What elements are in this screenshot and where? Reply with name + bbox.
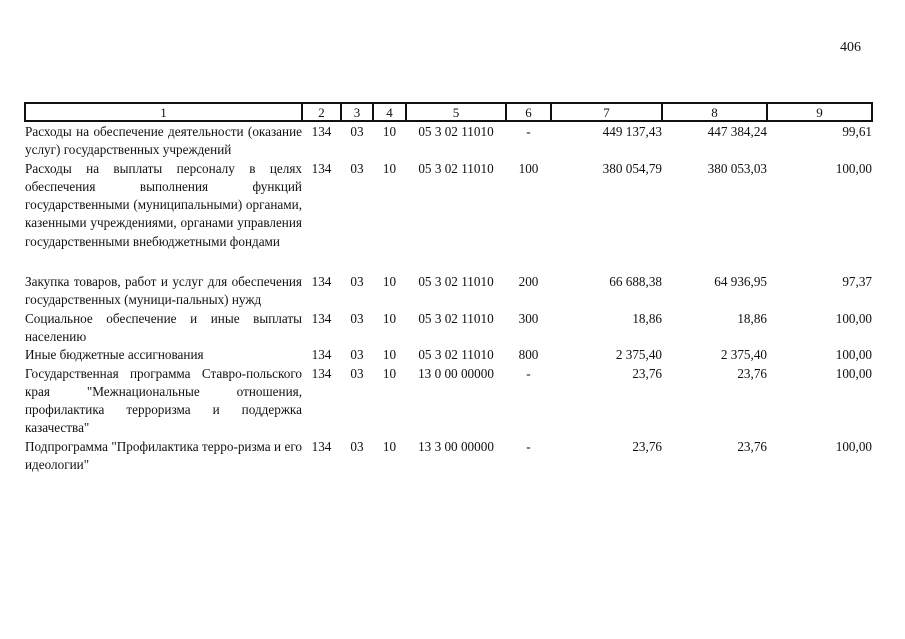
target-article-code: 05 3 02 11010 <box>418 347 494 363</box>
column-header: 9 <box>767 103 872 121</box>
column-header: 4 <box>373 103 406 121</box>
header-row <box>25 103 872 121</box>
execution-percent: 99,61 <box>842 124 872 139</box>
subsection-code: 10 <box>382 347 397 363</box>
planned-amount: 23,76 <box>632 438 662 454</box>
table-row <box>25 310 872 347</box>
planned-amount: 23,76 <box>632 365 662 381</box>
expense-type-code: - <box>526 124 531 139</box>
expense-description: Подпрограмма "Профилактика терро-ризма и его идеологии" <box>25 438 302 473</box>
planned-amount: 66 688,38 <box>609 274 662 290</box>
ministry-code: 134 <box>311 274 332 290</box>
target-article-code: 05 3 02 11010 <box>418 310 494 326</box>
column-header: 6 <box>506 103 551 121</box>
expense-type-code: 100 <box>518 160 539 176</box>
column-header: 3 <box>341 103 373 121</box>
subsection-code: 10 <box>382 365 397 381</box>
column-header: 7 <box>551 103 662 121</box>
section-code: 03 <box>350 365 364 381</box>
expense-description: Иные бюджетные ассигнования <box>25 347 204 363</box>
subsection-code: 10 <box>382 310 397 326</box>
subsection-code: 10 <box>382 160 397 176</box>
ministry-code: 134 <box>311 365 332 381</box>
ministry-code: 134 <box>311 347 332 363</box>
section-code: 03 <box>350 347 364 363</box>
expense-description: Государственная программа Ставро-польского края "Межнациональные отношения, профилактика терроризма и поддержка казачества" <box>25 365 302 436</box>
target-article-code: 05 3 02 11010 <box>418 124 494 139</box>
planned-amount: 380 054,79 <box>602 160 662 176</box>
ministry-code: 134 <box>311 310 332 326</box>
column-header: 1 <box>25 103 302 121</box>
planned-amount: 18,86 <box>632 310 662 326</box>
expense-type-code: 300 <box>518 310 539 326</box>
expense-description: Расходы на обеспечение деятельности (оказание услуг) государственных учреждений <box>25 124 302 158</box>
execution-percent: 100,00 <box>835 347 872 363</box>
actual-amount: 23,76 <box>737 365 767 381</box>
planned-amount: 2 375,40 <box>615 347 662 363</box>
column-header: 2 <box>302 103 341 121</box>
expense-description: Закупка товаров, работ и услуг для обеспечения государственных (муници-пальных) нужд <box>25 274 302 308</box>
target-article-code: 05 3 02 11010 <box>418 160 494 176</box>
section-code: 03 <box>350 160 364 176</box>
planned-amount: 449 137,43 <box>602 124 662 139</box>
section-code: 03 <box>350 438 364 454</box>
budget-table <box>24 102 873 474</box>
expense-type-code: - <box>526 365 531 381</box>
table-row <box>25 121 872 160</box>
table-row <box>25 346 872 364</box>
section-code: 03 <box>350 274 364 290</box>
expense-description: Социальное обеспечение и иные выплаты населению <box>25 310 302 344</box>
expense-type-code: 200 <box>518 274 539 290</box>
target-article-code: 13 3 00 00000 <box>418 438 494 454</box>
expense-type-code: 800 <box>518 347 539 363</box>
column-header: 8 <box>662 103 767 121</box>
actual-amount: 64 936,95 <box>714 274 767 290</box>
page-number: 406 <box>840 40 861 55</box>
ministry-code: 134 <box>311 438 332 454</box>
table-row <box>25 273 872 310</box>
section-code: 03 <box>350 124 364 139</box>
subsection-code: 10 <box>382 274 397 290</box>
actual-amount: 18,86 <box>737 310 767 326</box>
execution-percent: 100,00 <box>835 310 872 326</box>
table-row <box>25 160 872 273</box>
expense-type-code: - <box>526 438 531 454</box>
actual-amount: 447 384,24 <box>707 124 767 139</box>
table-row <box>25 365 872 438</box>
ministry-code: 134 <box>311 160 332 176</box>
expense-description: Расходы на выплаты персоналу в целях обеспечения выполнения функций государственными (муниципальными) органами, казенными учреждениями, органами управления государственными внебюджетными фондами <box>25 160 302 249</box>
column-header: 5 <box>406 103 506 121</box>
subsection-code: 10 <box>382 438 397 454</box>
subsection-code: 10 <box>382 124 397 139</box>
section-code: 03 <box>350 310 364 326</box>
target-article-code: 05 3 02 11010 <box>418 274 494 290</box>
execution-percent: 100,00 <box>835 438 872 454</box>
actual-amount: 380 053,03 <box>707 160 767 176</box>
execution-percent: 97,37 <box>842 274 872 290</box>
table-row <box>25 438 872 475</box>
execution-percent: 100,00 <box>835 160 872 176</box>
ministry-code: 134 <box>311 124 332 139</box>
target-article-code: 13 0 00 00000 <box>418 365 494 381</box>
actual-amount: 23,76 <box>737 438 767 454</box>
execution-percent: 100,00 <box>835 365 872 381</box>
actual-amount: 2 375,40 <box>720 347 767 363</box>
